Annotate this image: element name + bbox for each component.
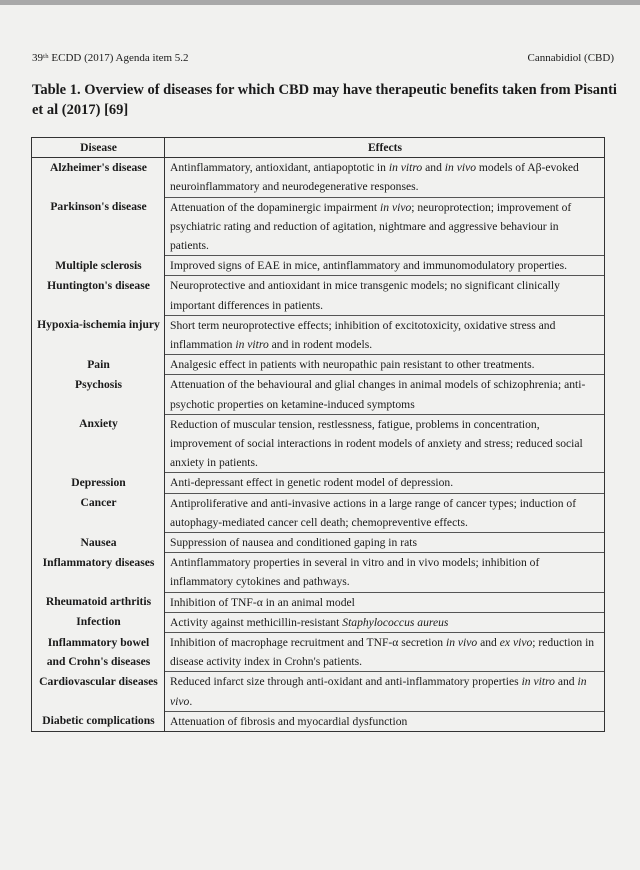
disease-cell: Nausea [32, 533, 165, 553]
effects-cell [165, 414, 605, 473]
effects-text-italic: in vivo [444, 161, 477, 175]
effects-text: Attenuation of the dopaminergic impairment [170, 200, 381, 214]
effects-text: Improved signs of EAE in mice, antinflammatory and immunomodulatory properties. [170, 259, 568, 273]
table-row [32, 633, 605, 672]
table-row [32, 315, 605, 354]
effects-cell [165, 711, 605, 731]
effects-text-italic: Staphylococcus aureus [342, 615, 449, 629]
effects-text-italic: in vivo [380, 200, 412, 214]
effects-cell [165, 533, 605, 553]
effects-cell [165, 375, 605, 414]
effects-text: Analgesic effect in patients with neuropathic pain resistant to other treatments. [170, 358, 535, 372]
table-row [32, 711, 605, 731]
table-row [32, 553, 605, 592]
effects-text: Anti-depressant effect in genetic rodent model of depression. [170, 476, 454, 490]
effects-cell [165, 612, 605, 632]
table-header-row [32, 138, 605, 158]
disease-cell: Depression [32, 473, 165, 493]
disease-cell: Inflammatory bowel and Crohn's diseases [32, 633, 165, 672]
table-row [32, 592, 605, 612]
header-topic: Cannabidiol (CBD) [527, 52, 614, 64]
table-row [32, 375, 605, 414]
effects-text: and [422, 161, 445, 175]
table-row [32, 197, 605, 256]
disease-cell: Cardiovascular diseases [32, 672, 165, 711]
effects-text: and [477, 636, 500, 650]
effects-text: and in rodent models. [268, 338, 373, 352]
column-header-effects: Effects [165, 138, 605, 158]
effects-text: Neuroprotective and antioxidant in mice transgenic models; no significant clinically important differences in patients. [170, 279, 560, 312]
header-agenda: 39ᵗʰ ECDD (2017) Agenda item 5.2 [32, 52, 189, 64]
effects-cell [165, 256, 605, 276]
effects-cell [165, 276, 605, 315]
disease-cell: Inflammatory diseases [32, 553, 165, 592]
disease-cell: Pain [32, 355, 165, 375]
disease-cell: Huntington's disease [32, 276, 165, 315]
disease-cell: Infection [32, 612, 165, 632]
page-header [32, 52, 614, 64]
disease-effects-table [31, 137, 605, 732]
disease-cell: Multiple sclerosis [32, 256, 165, 276]
table-row [32, 473, 605, 493]
effects-text: Inhibition of macrophage recruitment and TNF-α secretion [170, 636, 446, 650]
effects-text: Reduced infarct size through anti-oxidant and anti-inflammatory properties [170, 675, 522, 689]
top-bar [0, 0, 640, 5]
effects-text-italic: ex vivo [499, 636, 533, 650]
disease-cell: Rheumatoid arthritis [32, 592, 165, 612]
table-row [32, 672, 605, 711]
column-header-disease: Disease [32, 138, 165, 158]
effects-text: . [189, 694, 193, 708]
effects-cell [165, 672, 605, 711]
effects-cell [165, 493, 605, 532]
effects-cell [165, 197, 605, 256]
table-body [32, 158, 605, 732]
effects-text-italic: in vitro [388, 161, 423, 175]
table-row [32, 533, 605, 553]
effects-text: Suppression of nausea and conditioned gaping in rats [170, 536, 417, 550]
effects-cell [165, 355, 605, 375]
disease-cell: Hypoxia-ischemia injury [32, 315, 165, 354]
effects-text: Antiproliferative and anti-invasive actions in a large range of cancer types; induction of autophagy-mediated cancer cell death; chemopreventive effects. [170, 496, 577, 529]
effects-text: Inhibition of TNF-α in an animal model [170, 595, 355, 609]
effects-cell [165, 473, 605, 493]
effects-text: Attenuation of fibrosis and myocardial dysfunction [170, 714, 408, 728]
disease-cell: Diabetic complications [32, 711, 165, 731]
effects-text-italic: in vitro [235, 338, 269, 352]
disease-cell: Parkinson's disease [32, 197, 165, 256]
effects-text-italic: in vitro [521, 675, 555, 689]
effects-text-italic: in vivo [445, 636, 478, 650]
table-title: Table 1. Overview of diseases for which CBD may have therapeutic benefits taken from Pisanti et al (2017) [69] [32, 82, 617, 118]
effects-text: ; neuroprotection; improvement of psychiatric rating and reduction of agitation, nightmare and aggressive behaviour in patients. [170, 200, 572, 253]
effects-text: ; reduction in disease activity index in Crohn's patients. [170, 636, 595, 669]
table-row [32, 256, 605, 276]
effects-cell [165, 158, 605, 197]
effects-cell [165, 315, 605, 354]
disease-cell: Anxiety [32, 414, 165, 473]
disease-cell: Cancer [32, 493, 165, 532]
table-row [32, 158, 605, 197]
table-row [32, 493, 605, 532]
effects-cell [165, 553, 605, 592]
effects-text-italic: in vivo [170, 675, 587, 708]
disease-cell: Psychosis [32, 375, 165, 414]
effects-cell [165, 592, 605, 612]
table-row [32, 355, 605, 375]
table-row [32, 612, 605, 632]
effects-text: Attenuation of the behavioural and glial changes in animal models of schizophrenia; anti-psychotic properties on ketamine-induced symptoms [170, 378, 586, 411]
effects-text: Activity against methicillin-resistant [170, 615, 343, 629]
table-row [32, 414, 605, 473]
table-row [32, 276, 605, 315]
effects-text: Antinflammatory properties in several in vitro and in vivo models; inhibition of inflammatory cytokines and pathways. [170, 556, 540, 589]
effects-text: Reduction of muscular tension, restlessness, fatigue, problems in concentration, improvement of social interactions in rodent models of anxiety and stress; reduced social anxiety in patients. [170, 417, 583, 470]
effects-text: Short term neuroprotective effects; inhibition of excitotoxicity, oxidative stress and inflammation [170, 318, 556, 352]
disease-cell: Alzheimer's disease [32, 158, 165, 197]
effects-text: and [554, 675, 578, 689]
effects-text: Antinflammatory, antioxidant, antiapoptotic in [170, 161, 389, 175]
effects-cell [165, 633, 605, 672]
effects-text: models of Aβ-evoked neuroinflammatory and neurodegenerative responses. [170, 161, 579, 194]
